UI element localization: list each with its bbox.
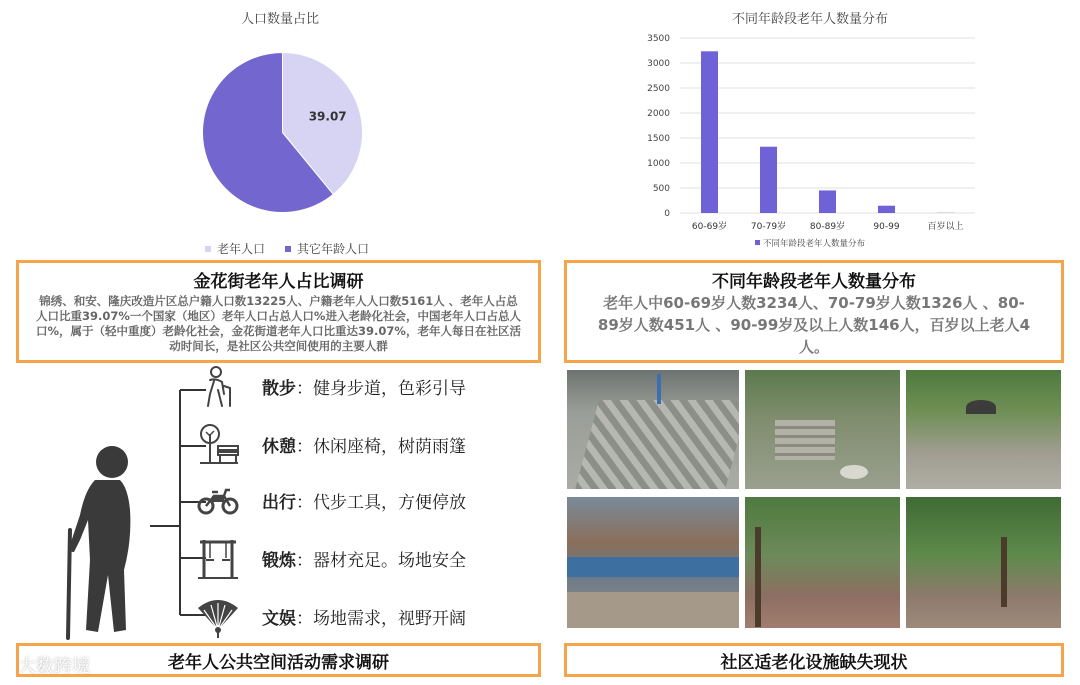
need-row-rest <box>168 424 466 464</box>
need-key-travel: 出行 <box>262 492 296 513</box>
public-space-needs-label: 老年人公共空间活动需求调研 <box>16 643 541 677</box>
bar-chart-title: 不同年龄段老年人数量分布 <box>731 12 888 27</box>
bar-3 <box>878 206 895 213</box>
need-key-rest: 休憩 <box>262 436 296 457</box>
bar-legend-swatch <box>755 240 760 245</box>
bar-1 <box>760 147 777 213</box>
x-tick-label: 80-89岁 <box>809 222 846 232</box>
y-tick-label: 3500 <box>647 34 670 44</box>
need-sep-travel: ： <box>296 492 313 513</box>
legend-swatch-other <box>285 246 291 252</box>
pie-chart-title: 人口数量占比 <box>240 12 319 27</box>
elderly-ratio-box <box>16 260 541 363</box>
photo-open-square <box>906 497 1061 628</box>
fan-icon <box>196 594 240 638</box>
photo-tree-lined-path <box>745 497 900 628</box>
motorbike-icon <box>196 478 240 522</box>
need-desc-rest: 休闲座椅，树荫雨篷 <box>313 436 466 457</box>
need-row-walking <box>168 366 466 406</box>
need-sep-rest: ： <box>296 436 313 457</box>
photo-tree-plaza <box>906 370 1061 489</box>
need-sep-leisure: ： <box>296 608 313 629</box>
need-sep-exercise: ： <box>296 550 313 571</box>
y-tick-label: 0 <box>664 209 670 219</box>
need-desc-leisure: 场地需求，视野开阔 <box>313 608 466 629</box>
pie-data-label: 39.07 <box>308 109 347 124</box>
x-tick-label: 90-99 <box>873 222 900 232</box>
photo-paved-courtyard <box>567 370 739 489</box>
pie-chart <box>195 45 370 220</box>
y-tick-label: 2000 <box>647 109 670 119</box>
pie-legend <box>205 240 369 257</box>
photo-market-street <box>567 497 739 628</box>
bar-chart <box>635 28 985 256</box>
need-desc-exercise: 器材充足。场地安全 <box>313 550 466 571</box>
legend-swatch-elderly <box>205 246 211 252</box>
legend-label-elderly: 老年人口 <box>217 242 266 256</box>
need-row-exercise <box>168 538 466 578</box>
legend-label-other: 其它年龄人口 <box>297 242 370 256</box>
facility-gap-label: 社区适老化设施缺失现状 <box>564 643 1064 677</box>
age-distribution-heading: 不同年龄段老年人数量分布 <box>712 272 916 292</box>
x-tick-label: 百岁以上 <box>927 222 964 232</box>
need-sep-walking: ： <box>296 378 313 399</box>
age-distribution-text: 老年人中60-69岁人数3234人、70-79岁人数1326人 、80-89岁人数451人 、90-99岁及以上人数146人，百岁以上老人4人。 <box>597 294 1031 356</box>
tree-bench-icon <box>196 422 240 466</box>
need-key-leisure: 文娱 <box>262 608 296 629</box>
need-desc-travel: 代步工具，方便停放 <box>313 492 466 513</box>
y-tick-label: 1500 <box>647 134 670 144</box>
bar-legend-label: 不同年龄段老年人数量分布 <box>763 239 866 249</box>
need-row-travel <box>168 480 466 520</box>
need-key-exercise: 锻炼 <box>262 550 296 571</box>
y-tick-label: 2500 <box>647 84 670 94</box>
need-key-walking: 散步 <box>262 378 296 399</box>
x-tick-label: 70-79岁 <box>750 222 787 232</box>
fitness-equipment-icon <box>196 536 240 580</box>
elderly-ratio-heading: 金花街老年人占比调研 <box>193 272 364 292</box>
photo-stone-steps <box>745 370 900 489</box>
walking-elder-icon <box>196 364 240 408</box>
watermark-logo: 大数跨境 <box>18 656 90 677</box>
y-tick-label: 3000 <box>647 59 670 69</box>
need-desc-walking: 健身步道，色彩引导 <box>313 378 466 399</box>
need-row-leisure <box>168 596 466 636</box>
x-tick-label: 60-69岁 <box>691 222 728 232</box>
bar-2 <box>819 190 836 213</box>
age-distribution-box <box>564 260 1064 363</box>
elderly-ratio-text: 锦绣、和安、隆庆改造片区总户籍人口数13225人、户籍老年人人口数5161人 、老年人占总人口比重39.07%一个国家（地区）老年人口占总人口%进入老龄化社会，中国老年人口占总人口%，属于（轻中重度）老龄化社会，金花街道老年人口比重达39.07%，老年人每日在社区活动时间长，是社区公共空间使用的主要人群 <box>36 294 521 353</box>
y-tick-label: 1000 <box>647 159 670 169</box>
y-tick-label: 500 <box>652 184 670 194</box>
bar-0 <box>701 51 718 213</box>
